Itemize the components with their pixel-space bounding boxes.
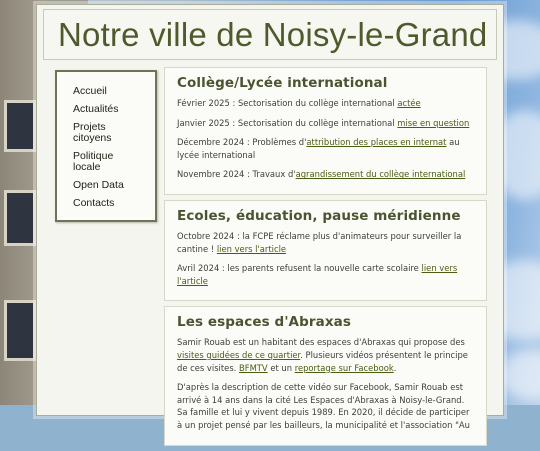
nav-item-contacts[interactable]: Contacts bbox=[73, 197, 115, 209]
section-title: Les espaces d'Abraxas bbox=[177, 314, 351, 331]
section-title: Collège/Lycée international bbox=[177, 75, 388, 91]
news-item: Avril 2024 : les parents refusent la nouvelle carte scolaire lien vers l'article bbox=[177, 263, 458, 286]
article-link[interactable]: mise en question bbox=[397, 117, 470, 128]
nav-item-politique-locale[interactable]: Politique locale bbox=[73, 150, 114, 173]
site-title[interactable]: Notre ville de Noisy-le-Grand bbox=[58, 16, 488, 53]
page-container bbox=[36, 4, 504, 430]
article-link[interactable]: attribution des places en internat bbox=[306, 137, 447, 148]
paragraph: D'après la description de cette vidéo sur Facebook, Samir Rouab est arrivé à 14 ans dans la cité Les Espaces d'Abraxas à Noisy-le-Grand. Sa famille et lui y vivent depuis 1989. En 2020, il décide de participer à un projet pensé par les bailleurs, la municipalité et l'association "Au bbox=[177, 382, 470, 430]
nav-item-actualites[interactable]: Actualités bbox=[73, 103, 119, 115]
news-item: Novembre 2024 : Travaux d'agrandissement du collège international bbox=[177, 169, 466, 180]
site-header bbox=[43, 9, 497, 60]
section-ecoles bbox=[164, 200, 487, 301]
news-item: Février 2025 : Sectorisation du collège international actée bbox=[177, 98, 421, 108]
section-abraxas bbox=[164, 306, 487, 445]
article-link[interactable]: actée bbox=[397, 98, 421, 108]
article-link[interactable]: agrandissement du collège international bbox=[295, 169, 466, 180]
news-item: Décembre 2024 : Problèmes d'attribution des places en internat au lycée international bbox=[177, 137, 460, 160]
paragraph: Samir Rouab est un habitant des espaces d'Abraxas qui propose des visites guidées de ce quartier. Plusieurs vidéos présentent le principe de ces visites. BFMTV et un reportage sur Facebook. bbox=[177, 337, 468, 373]
visites-link[interactable]: visites guidées de ce quartier bbox=[177, 349, 301, 360]
news-item: Janvier 2025 : Sectorisation du collège international mise en question bbox=[177, 117, 470, 128]
bfmtv-link[interactable]: BFMTV bbox=[239, 362, 268, 373]
nav-item-projets-citoyens[interactable]: Projets citoyens bbox=[73, 121, 112, 144]
section-title: Ecoles, éducation, pause méridienne bbox=[177, 207, 461, 224]
nav-item-open-data[interactable]: Open Data bbox=[73, 179, 124, 191]
article-link[interactable]: lien vers l'article bbox=[216, 243, 287, 254]
facebook-link[interactable]: reportage sur Facebook bbox=[294, 362, 394, 373]
news-item: Octobre 2024 : la FCPE réclame plus d'animateurs pour surveiller la cantine ! lien vers l'article bbox=[177, 230, 462, 254]
main-content bbox=[164, 67, 487, 451]
section-college-lycee bbox=[164, 67, 487, 195]
article-link[interactable]: lien vers l'article bbox=[177, 263, 458, 286]
sidebar-nav bbox=[55, 70, 157, 222]
nav-item-accueil[interactable]: Accueil bbox=[73, 85, 107, 97]
